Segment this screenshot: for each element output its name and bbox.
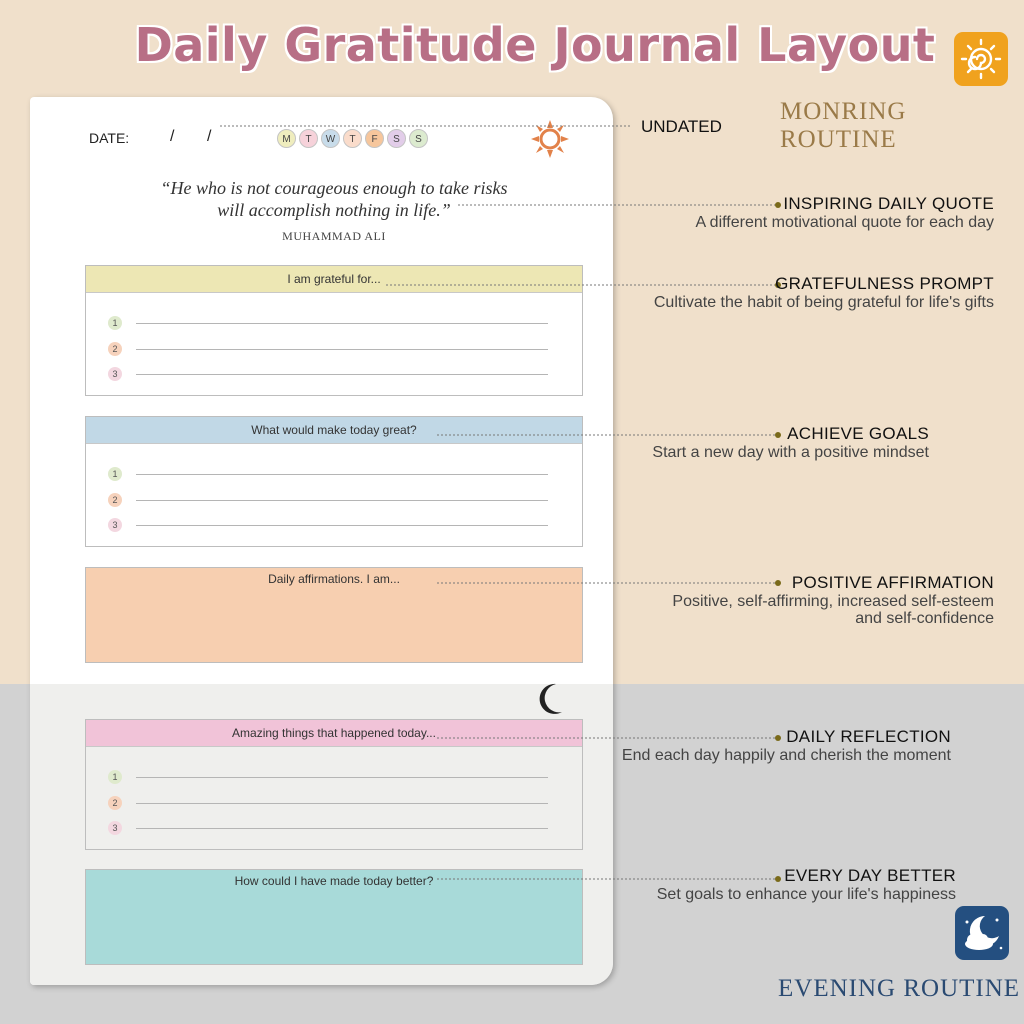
annotation-desc: and self-confidence <box>855 610 994 627</box>
date-separator: / <box>207 128 212 145</box>
annotation-undated: UNDATED <box>641 117 722 136</box>
item-number: 3 <box>108 821 122 835</box>
annotation-desc: Start a new day with a positive mindset <box>652 444 929 461</box>
quote-author: MUHAMMAD ALI <box>282 229 386 243</box>
quote-line: “He who is not courageous enough to take risks <box>160 178 508 198</box>
item-number: 3 <box>108 518 122 532</box>
annotation-desc: End each day happily and cherish the moment <box>621 747 951 764</box>
weekday-circle[interactable]: M <box>277 129 296 148</box>
annotation-better <box>657 866 956 903</box>
item-number: 1 <box>108 316 122 330</box>
annotation-desc: A different motivational quote for each day <box>695 214 994 231</box>
annotation-affirm <box>672 573 994 627</box>
item-number: 1 <box>108 467 122 481</box>
date-separator: / <box>170 128 175 145</box>
morning-routine-label: MONRING ROUTINE <box>780 98 907 153</box>
weekday-circle[interactable]: T <box>343 129 362 148</box>
item-number: 1 <box>108 770 122 784</box>
annotation-title: POSITIVE AFFIRMATION <box>791 573 994 592</box>
annotation-reflection <box>622 727 951 764</box>
date-label: DATE: <box>89 130 130 146</box>
annotation-title: DAILY REFLECTION <box>786 727 951 746</box>
item-number: 2 <box>108 493 122 507</box>
weekday-circle[interactable]: S <box>409 129 428 148</box>
item-number: 2 <box>108 342 122 356</box>
better-prompt: How could I have made today better? <box>234 874 434 888</box>
item-number: 3 <box>108 367 122 381</box>
annotation-title: ACHIEVE GOALS <box>787 424 929 443</box>
annotation-title: GRATEFULNESS PROMPT <box>775 274 994 293</box>
annotation-title: INSPIRING DAILY QUOTE <box>783 194 994 213</box>
quote-line: will accomplish nothing in life.” <box>217 200 451 220</box>
evening-routine-label: EVENING ROUTINE <box>778 975 1021 1002</box>
affirmation-prompt: Daily affirmations. I am... <box>268 572 400 586</box>
weekday-circle[interactable]: W <box>321 129 340 148</box>
page-title: Daily Gratitude Journal Layout <box>134 18 936 72</box>
annotation-title: EVERY DAY BETTER <box>784 866 956 885</box>
annotation-goals <box>652 424 929 461</box>
weekday-circle[interactable]: S <box>387 129 406 148</box>
item-number: 2 <box>108 796 122 810</box>
annotation-desc: Positive, self-affirming, increased self-esteem <box>672 593 994 610</box>
annotation-desc: Set goals to enhance your life's happiness <box>656 886 956 903</box>
great-prompt: What would make today great? <box>86 417 582 444</box>
grateful-prompt: I am grateful for... <box>86 266 582 293</box>
amazing-prompt: Amazing things that happened today... <box>86 720 582 747</box>
annotation-grateful <box>654 274 994 311</box>
annotation-quote <box>695 194 994 231</box>
weekday-circle[interactable]: F <box>365 129 384 148</box>
weekday-circle[interactable]: T <box>299 129 318 148</box>
annotation-desc: Cultivate the habit of being grateful for life's gifts <box>653 294 994 311</box>
